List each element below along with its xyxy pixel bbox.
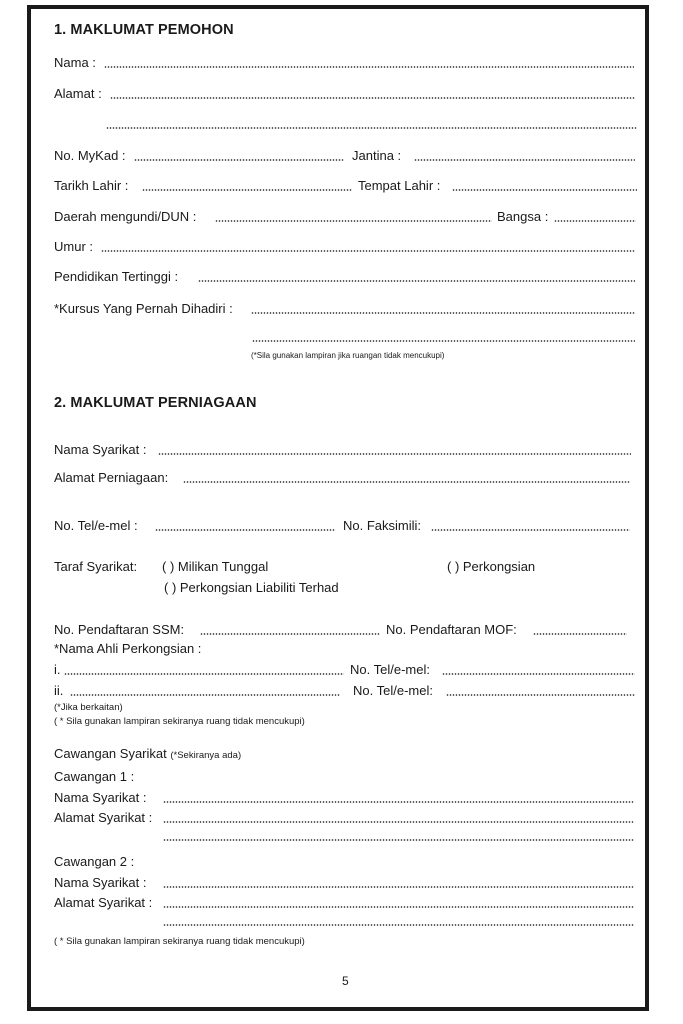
kursus-field-2[interactable] <box>252 340 635 342</box>
bangsa-field[interactable] <box>554 220 636 222</box>
tel-email-label: No. Tel/e-mel : <box>54 518 138 533</box>
ahli-ii-label: ii. <box>54 683 64 698</box>
perkongsian-liabiliti-option[interactable]: ( ) Perkongsian Liabiliti Terhad <box>164 580 339 595</box>
lampiran-note-1: (*Sila gunakan lampiran jika ruangan tidak mencukupi) <box>251 351 445 360</box>
cawangan-1-alamat-label: Alamat Syarikat : <box>54 810 153 825</box>
ahli-i-name-field[interactable] <box>64 673 344 675</box>
faksimili-field[interactable] <box>431 529 630 531</box>
mykad-field[interactable] <box>134 159 344 161</box>
cawangan-2-label: Cawangan 2 : <box>54 854 135 869</box>
jika-berkaitan-note: (*Jika berkaitan) <box>54 702 123 713</box>
cawangan-2-alamat-label: Alamat Syarikat : <box>54 895 153 910</box>
tel-email-field[interactable] <box>155 529 335 531</box>
cawangan-syarikat-title <box>54 746 241 762</box>
nama-syarikat-label: Nama Syarikat : <box>54 442 147 457</box>
ahli-ii-tel-field[interactable] <box>446 694 635 696</box>
alamat-perniagaan-label: Alamat Perniagaan: <box>54 470 169 485</box>
umur-label: Umur : <box>54 239 93 254</box>
cawangan-1-nama-field[interactable] <box>163 801 634 803</box>
section-2-heading: 2. MAKLUMAT PERNIAGAAN <box>54 395 257 411</box>
ahli-ii-tel-label: No. Tel/e-mel: <box>353 683 433 698</box>
cawangan-1-nama-label: Nama Syarikat : <box>54 790 147 805</box>
alamat-field-2[interactable] <box>106 127 637 129</box>
kursus-field-1[interactable] <box>251 312 635 314</box>
kursus-label: *Kursus Yang Pernah Dihadiri : <box>54 301 233 316</box>
mof-label: No. Pendaftaran MOF: <box>386 622 517 637</box>
ahli-perkongsian-label: *Nama Ahli Perkongsian : <box>54 641 202 656</box>
nama-label: Nama : <box>54 55 96 70</box>
perkongsian-option[interactable]: ( ) Perkongsian <box>447 559 536 574</box>
ahli-i-tel-label: No. Tel/e-mel: <box>350 662 430 677</box>
alamat-perniagaan-field[interactable] <box>183 481 630 483</box>
faksimili-label: No. Faksimili: <box>343 518 422 533</box>
cawangan-2-alamat-field-1[interactable] <box>163 906 634 908</box>
cawangan-title-text: Cawangan Syarikat <box>54 746 167 761</box>
daerah-label: Daerah mengundi/DUN : <box>54 209 197 224</box>
alamat-field-1[interactable] <box>110 97 635 99</box>
section-1-heading: 1. MAKLUMAT PEMOHON <box>54 22 234 38</box>
cawangan-1-label: Cawangan 1 : <box>54 769 135 784</box>
tempat-lahir-field[interactable] <box>452 189 637 191</box>
mof-field[interactable] <box>533 633 627 635</box>
lampiran-note-2: ( * Sila gunakan lampiran sekiranya ruang tidak mencukupi) <box>54 716 305 727</box>
ahli-i-tel-field[interactable] <box>442 673 635 675</box>
nama-syarikat-field[interactable] <box>158 453 631 455</box>
page-number: 5 <box>342 974 349 988</box>
alamat-label: Alamat : <box>54 86 102 101</box>
umur-field[interactable] <box>101 250 635 252</box>
ahli-ii-name-field[interactable] <box>70 694 340 696</box>
pendidikan-label: Pendidikan Tertinggi : <box>54 269 179 284</box>
cawangan-2-alamat-field-2[interactable] <box>163 924 634 926</box>
cawangan-2-nama-field[interactable] <box>163 886 634 888</box>
ssm-label: No. Pendaftaran SSM: <box>54 622 185 637</box>
lampiran-note-3: ( * Sila gunakan lampiran sekiranya ruang tidak mencukupi) <box>54 936 305 947</box>
ahli-i-label: i. <box>54 662 61 677</box>
tarikh-lahir-label: Tarikh Lahir : <box>54 178 129 193</box>
tempat-lahir-label: Tempat Lahir : <box>358 178 441 193</box>
cawangan-1-alamat-field-1[interactable] <box>163 821 634 823</box>
pendidikan-field[interactable] <box>198 280 635 282</box>
bangsa-label: Bangsa : <box>497 209 549 224</box>
ssm-field[interactable] <box>200 633 380 635</box>
milikan-tunggal-option[interactable]: ( ) Milikan Tunggal <box>162 559 269 574</box>
mykad-label: No. MyKad : <box>54 148 126 163</box>
cawangan-1-alamat-field-2[interactable] <box>163 839 634 841</box>
cawangan-2-nama-label: Nama Syarikat : <box>54 875 147 890</box>
cawangan-sekiranya-note: (*Sekiranya ada) <box>170 750 242 761</box>
daerah-field[interactable] <box>215 220 492 222</box>
jantina-field[interactable] <box>414 159 635 161</box>
nama-field[interactable] <box>104 66 634 68</box>
jantina-label: Jantina : <box>352 148 402 163</box>
tarikh-lahir-field[interactable] <box>142 189 352 191</box>
taraf-syarikat-label: Taraf Syarikat: <box>54 559 138 574</box>
